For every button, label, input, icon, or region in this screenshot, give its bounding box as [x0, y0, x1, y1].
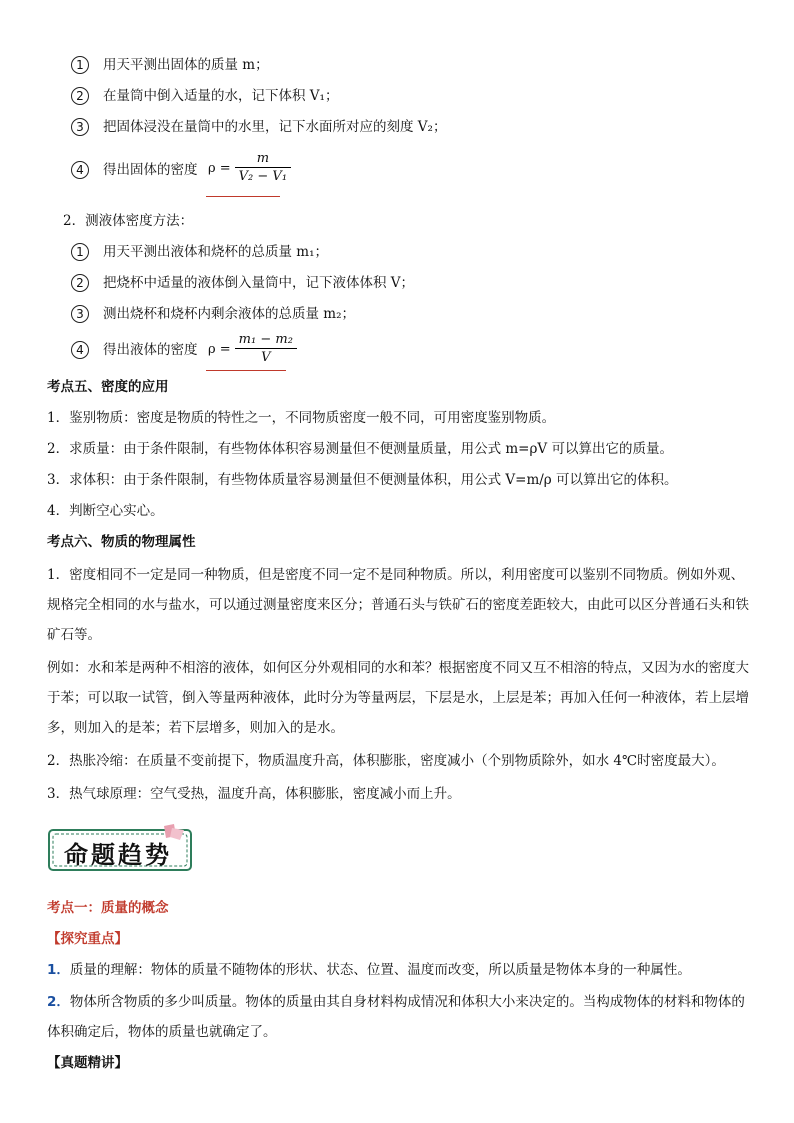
step-text: 把烧杯中适量的液体倒入量筒中，记下液体体积 V；: [103, 275, 415, 291]
section6-paragraph-1: 1．密度相同不一定是同一种物质，但是密度不同一定不是同种物质。所以，利用密度可以鉴别不同物质。例如外观、规格完全相同的水与盐水，可以通过测量密度来区分；普通石头与铁矿石的密度差距较大，由此可以区分普通石头和铁矿石等。: [47, 567, 749, 643]
step-text: 得出固体的密度: [103, 162, 198, 178]
section6-title: 考点六、物质的物理属性: [47, 534, 196, 550]
trend-zhenti-heading: 【真题精讲】: [47, 1055, 128, 1071]
step-number: 3: [71, 118, 89, 136]
step-number: 1: [71, 243, 89, 261]
solid-density-formula: [208, 151, 291, 186]
step-number: 2: [71, 87, 89, 105]
step-text: 在量筒中倒入适量的水，记下体积 V₁；: [103, 88, 339, 104]
step-text: 把固体浸没在量筒中的水里，记下水面所对应的刻度 V₂；: [103, 119, 447, 135]
formula-lhs: ρ =: [208, 161, 231, 176]
trend-tanjiu-heading: 【探究重点】: [47, 931, 128, 947]
trend-item-1: [47, 961, 691, 979]
section5-item-3: 3．求体积：由于条件限制，有些物体质量容易测量但不便测量体积，用公式 V=m/ρ 可以算出它的体积。: [47, 472, 678, 488]
step-number: 4: [71, 161, 89, 179]
liquid-density-formula: [208, 332, 297, 367]
formula-numerator: m: [235, 151, 291, 168]
section5-item-2: 2．求质量：由于条件限制，有些物体体积容易测量但不便测量质量，用公式 m=ρV 可以算出它的质量。: [47, 441, 673, 457]
trend-item-2: [47, 987, 752, 1047]
liquid-heading: 2．测液体密度方法：: [63, 213, 194, 229]
formula-lhs: ρ =: [208, 342, 231, 357]
section5-title: 考点五、密度的应用: [47, 379, 169, 395]
trend-kaodian-title: 考点一：质量的概念: [47, 900, 169, 916]
item-text: 物体所含物质的多少叫质量。物体的质量由其自身材料构成情况和体积大小来决定的。当构成物体的材料和物体的体积确定后，物体的质量也就确定了。: [47, 994, 745, 1040]
item-text: 质量的理解：物体的质量不随物体的形状、状态、位置、温度而改变，所以质量是物体本身的一种属性。: [69, 962, 691, 978]
item-number: 1．: [47, 962, 70, 978]
section6-paragraph-2: 例如：水和苯是两种不相溶的液体，如何区分外观相同的水和苯？根据密度不同又互不相溶的特点，又因为水的密度大于苯；可以取一试管，倒入等量两种液体，此时分为等量两层，下层是水，上层是苯；再加入任何一种液体，若上层增多，则加入的是苯；若下层增多，则加入的是水。: [47, 660, 749, 736]
step-number: 4: [71, 341, 89, 359]
section6-paragraph-3: 2．热胀冷缩：在质量不变前提下，物质温度升高，体积膨胀，密度减小（个别物质除外，如水 4℃时密度最大）。: [47, 753, 725, 769]
step-text: 用天平测出液体和烧杯的总质量 m₁；: [103, 244, 329, 260]
item-number: 2．: [47, 994, 70, 1010]
step-number: 1: [71, 56, 89, 74]
formula-denominator: V₂ − V₁: [238, 169, 288, 184]
section5-item-4: 4．判断空心实心。: [47, 503, 164, 519]
step-text: 用天平测出固体的质量 m；: [103, 57, 269, 73]
formula-underline: [206, 196, 280, 197]
step-text: 得出液体的密度: [103, 342, 198, 358]
trend-banner: [46, 824, 198, 874]
formula-numerator: m₁ − m₂: [235, 332, 297, 349]
formula-underline: [206, 370, 286, 371]
step-number: 2: [71, 274, 89, 292]
step-number: 3: [71, 305, 89, 323]
formula-denominator: V: [261, 350, 271, 365]
section5-item-1: 1．鉴别物质：密度是物质的特性之一，不同物质密度一般不同，可用密度鉴别物质。: [47, 410, 556, 426]
section6-paragraph-4: 3．热气球原理：空气受热，温度升高，体积膨胀，密度减小而上升。: [47, 786, 461, 802]
banner-title: 命题趋势: [64, 840, 172, 869]
step-text: 测出烧杯和烧杯内剩余液体的总质量 m₂；: [103, 306, 356, 322]
